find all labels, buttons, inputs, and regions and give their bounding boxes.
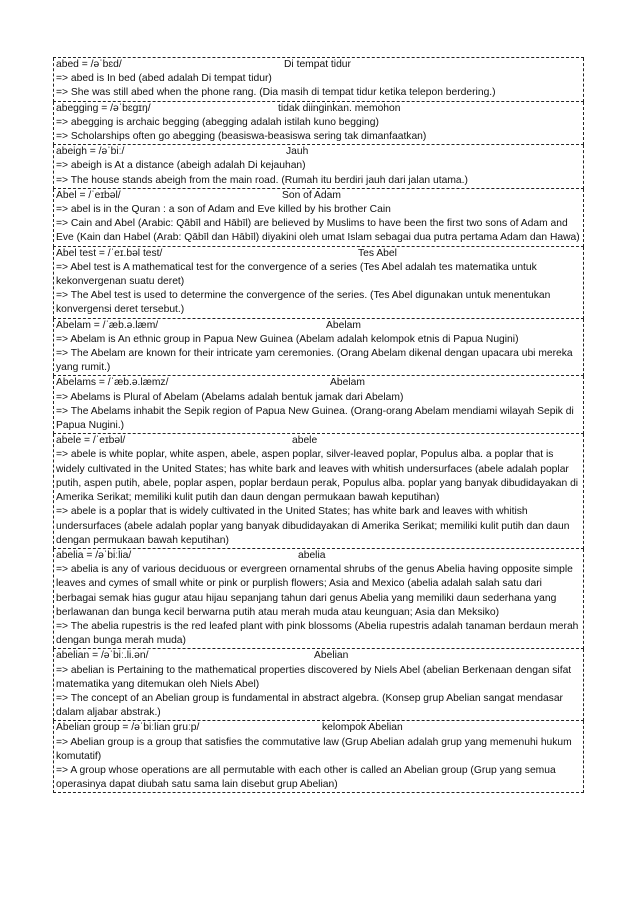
- entry-example: => The abelia rupestris is the red leafed plant with pink blossoms (Abelia rupestris adalah tanaman berdaun merah dengan bunga merah muda): [56, 620, 579, 647]
- entry-example: => The house stands abeigh from the main road. (Rumah itu berdiri jauh dari jalan utama.): [56, 174, 468, 186]
- entry-example: => Scholarships often go abegging (beasiswa-beasiswa sering tak dimanfaatkan): [56, 131, 427, 143]
- entry-example: => Cain and Abel (Arabic: Qābīl and Hābīl) are believed by Muslims to have been the first two sons of Adam and Eve (Kain dan Habel (Arab: Qābīl dan Hābīl) diyakini oleh umat Islam sebagai dua putra pertama Adam dan Hawa): [56, 218, 580, 244]
- dictionary-entry: [53, 247, 584, 319]
- entry-definition: => Abelams is Plural of Abelam (Abelams adalah bentuk jamak dari Abelam): [56, 391, 404, 403]
- dictionary-entry: [53, 549, 584, 649]
- entry-word: abelia = /əˈbiːlia/: [56, 549, 132, 561]
- entry-headline: [56, 319, 581, 333]
- dictionary-entry: [53, 102, 584, 146]
- entry-headline: [56, 102, 581, 116]
- entry-definition: => abelian is Pertaining to the mathematical properties discovered by Niels Abel (abelian Berkenaan dengan sifat matematika yang ditemukan oleh Niels Abel): [56, 664, 572, 690]
- entry-headline: [56, 721, 581, 735]
- entry-headline: [56, 434, 581, 448]
- entry-example: => A group whose operations are all permutable with each other is called an Abelian group (Grup yang semua operasinya dapat diubah satu sama lain disebut grup Abelian): [56, 764, 556, 791]
- entry-definition: => abed is In bed (abed adalah Di tempat tidur): [56, 73, 272, 85]
- entry-headline: [56, 189, 581, 203]
- entry-headline: [56, 247, 581, 261]
- entry-word: Abel test = /ˈeɪ.bəl test/: [56, 247, 163, 259]
- entry-headline: [56, 649, 581, 663]
- entry-word: abele = /ˈeɪbəl/: [56, 435, 126, 447]
- entry-example: => The concept of an Abelian group is fundamental in abstract algebra. (Konsep grup Abelian sangat mendasar dalam aljabar abstrak.): [56, 692, 563, 719]
- entry-definition: => abeigh is At a distance (abeigh adalah Di kejauhan): [56, 160, 306, 172]
- entry-translation: abelia: [298, 549, 326, 561]
- dictionary-entry: [53, 434, 584, 549]
- entry-translation: Jauh: [286, 146, 309, 158]
- dictionary-entry: [53, 376, 584, 434]
- entry-translation: Son of Adam: [282, 189, 341, 201]
- entry-translation: Abelam: [330, 377, 365, 389]
- entry-word: Abel = /ˈeɪbəl/: [56, 189, 121, 201]
- entry-word: Abelams = /ˈæb.ə.læmz/: [56, 377, 169, 389]
- entry-translation: kelompok Abelian: [322, 722, 403, 734]
- entry-definition: => Abel test is A mathematical test for the convergence of a series (Tes Abel adalah tes matematika untuk kekonvergenan suatu deret): [56, 261, 537, 288]
- entry-word: abeigh = /əˈbiː/: [56, 146, 125, 158]
- entry-headline: [56, 376, 581, 390]
- entry-translation: Abelam: [326, 319, 361, 331]
- entry-definition: => Abelian group is a group that satisfies the commutative law (Grup Abelian adalah grup yang memenuhi hukum komutatif): [56, 736, 572, 762]
- entry-translation: abele: [292, 435, 318, 447]
- entry-translation: Di tempat tidur: [284, 59, 351, 70]
- dictionary-entry: [53, 145, 584, 189]
- dictionary-entry: [53, 189, 584, 247]
- entry-example: => She was still abed when the phone rang. (Dia masih di tempat tidur ketika telepon berdering.): [56, 87, 496, 99]
- entry-example: => abele is a poplar that is widely cultivated in the United States; has white bark and leaves with whitish undersurfaces (abele adalah poplar yang banyak dibudidayakan di Amerika Serikat; memiliki kulit putih dan daun dengan permukaan bawah keputihan): [56, 506, 570, 546]
- entry-definition: => Abelam is An ethnic group in Papua New Guinea (Abelam adalah kelompok etnis di Papua Nugini): [56, 333, 519, 345]
- entry-word: Abelian group = /əˈbiːlian ɡruːp/: [56, 722, 200, 734]
- entry-translation: Tes Abel: [358, 247, 397, 259]
- dictionary-table: [53, 57, 584, 793]
- dictionary-entry: [53, 319, 584, 377]
- dictionary-entry: [53, 649, 584, 721]
- entry-definition: => abel is in the Quran : a son of Adam and Eve killed by his brother Cain: [56, 204, 391, 216]
- entry-definition: => abele is white poplar, white aspen, abele, aspen poplar, silver-leaved poplar, Populus alba. a poplar that is widely cultivated in the United States; has white bark and leaves with whitish undersurfaces (abele adalah poplar putih, aspen putih, abele, poplar aspen, poplar berdaun perak, Populus alba. poplar yang banyak dibudidayakan di Amerika Serikat; memiliki kulit putih dan daun dengan permukaan bawah keputihan): [56, 449, 579, 504]
- dictionary-entry: [53, 721, 584, 793]
- entry-example: => The Abel test is used to determine the convergence of the series. (Tes Abel digunakan untuk menentukan konvergensi deret tersebut.): [56, 290, 551, 316]
- entry-definition: => abelia is any of various deciduous or evergreen ornamental shrubs of the genus Abelia having opposite simple leaves and cymes of small white or pink or purplish flowers; Asia and Mexico (abelia adalah salah satu dari berbagai semak hias gugur atau hijau sepanjang tahun dari genus Abelia yang memiliki daun sederhana yang berlawanan dan bunga kecil berwarna putih atau merah muda atau keunguan; Asia dan Meksiko): [56, 564, 573, 618]
- entry-headline: [56, 549, 581, 563]
- entry-translation: tidak diinginkan. memohon: [278, 102, 401, 114]
- dictionary-entry: [53, 58, 584, 102]
- entry-word: abelian = /əˈbiː.li.ən/: [56, 650, 149, 662]
- entry-word: abed = /əˈbɛd/: [56, 59, 122, 70]
- entry-headline: [56, 145, 581, 159]
- entry-example: => The Abelams inhabit the Sepik region of Papua New Guinea. (Orang-orang Abelam mendiami wilayah Sepik di Papua Nugini.): [56, 405, 574, 432]
- entry-word: Abelam = /ˈæb.ə.læm/: [56, 319, 159, 331]
- entry-definition: => abegging is archaic begging (abegging adalah istilah kuno begging): [56, 116, 379, 128]
- entry-word: abegging = /əˈbɛɡɪŋ/: [56, 102, 151, 114]
- entry-headline: [56, 58, 581, 72]
- entry-example: => The Abelam are known for their intricate yam ceremonies. (Orang Abelam dikenal dengan upacara ubi mereka yang rumit.): [56, 348, 573, 374]
- entry-translation: Abelian: [314, 650, 349, 662]
